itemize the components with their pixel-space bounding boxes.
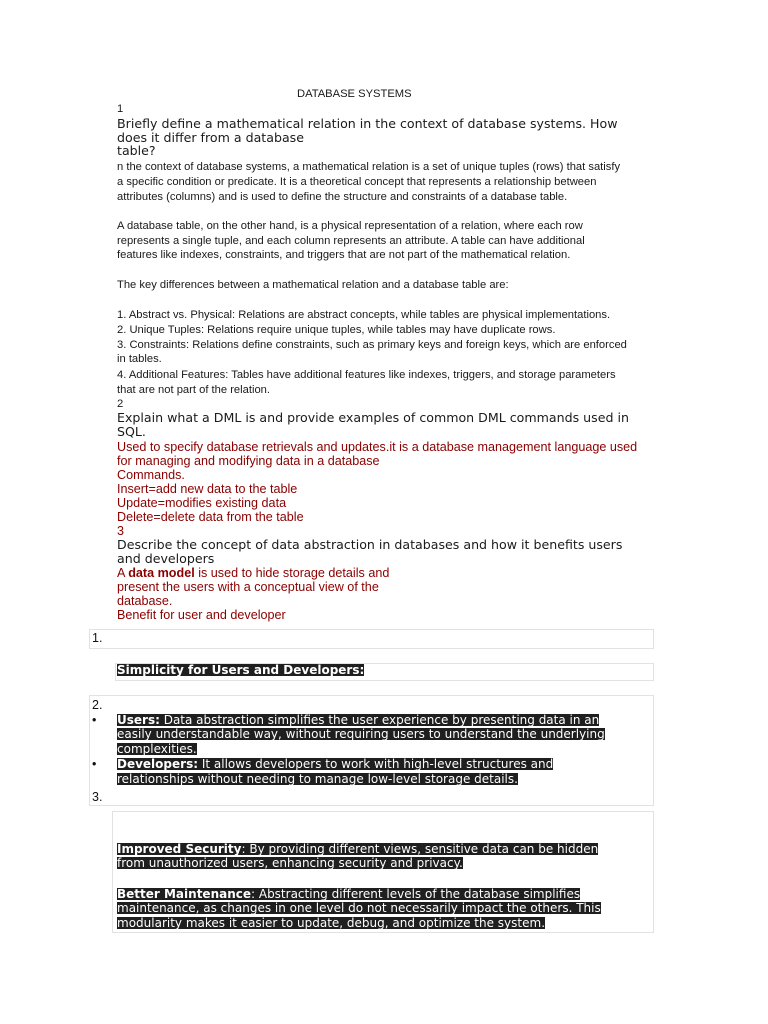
answer-text: Insert=add new data to the table <box>117 482 298 496</box>
question-text: Describe the concept of data abstraction in databases and how it benefits users <box>117 537 623 552</box>
paragraph-text: maintenance, as changes in one level do not necessarily impact the others. This <box>117 901 601 915</box>
answer-text: n the context of database systems, a mathematical relation is a set of unique tuples (rows) that satisfy <box>117 161 621 173</box>
security-text: : By providing different views, sensitive data can be hidden <box>241 842 599 856</box>
users-label: Users: <box>117 713 160 727</box>
bullet-text: easily understandable way, without requiring users to understand the underlying <box>117 727 605 741</box>
document-title: DATABASE SYSTEMS <box>297 88 412 100</box>
question-text: table? <box>117 143 156 158</box>
bullet-users <box>117 714 599 726</box>
question-text: and developers <box>117 551 215 566</box>
section-heading: Simplicity for Users and Developers: <box>117 663 365 677</box>
question-text: SQL. <box>117 424 146 439</box>
answer-bold: data model <box>128 566 195 580</box>
answer-rest: is used to hide storage details and <box>194 566 390 580</box>
list-number: 3. <box>92 790 103 804</box>
answer-text: features like indexes, constraints, and triggers that are not part of the mathematical relation. <box>117 249 571 261</box>
answer-text: Update=modifies existing data <box>117 496 287 510</box>
answer-text: Used to specify database retrievals and updates.it is a database management language used <box>117 440 638 454</box>
bullet-developers <box>117 758 553 770</box>
list-number: 1. <box>92 631 103 645</box>
answer-text: Commands. <box>117 468 185 482</box>
bullet-icon: • <box>92 713 97 727</box>
question-text: does it differ from a database <box>117 130 304 145</box>
answer-text: attributes (columns) and is used to define the structure and constraints of a database table. <box>117 191 568 203</box>
bullet-text: relationships without needing to manage low-level storage details. <box>117 772 518 786</box>
dev-text: It allows developers to work with high-level structures and <box>198 757 554 771</box>
list-box <box>89 629 654 649</box>
question-number: 3 <box>117 524 125 538</box>
answer-text: The key differences between a mathematical relation and a database table are: <box>117 279 509 291</box>
maintenance-text: : Abstracting different levels of the database simplifies <box>251 887 581 901</box>
question-text: Explain what a DML is and provide examples of common DML commands used in <box>117 410 629 425</box>
security-label: Improved Security <box>117 842 242 856</box>
answer-text: database. <box>117 594 173 608</box>
security-paragraph <box>117 843 598 855</box>
dev-label: Developers: <box>117 757 199 771</box>
list-item: 4. Additional Features: Tables have additional features like indexes, triggers, and storage parameters <box>117 369 616 381</box>
users-text: Data abstraction simplifies the user experience by presenting data in an <box>159 713 600 727</box>
answer-text: represents a single tuple, and each column represents an attribute. A table can have additional <box>117 235 585 247</box>
list-item: in tables. <box>117 353 162 365</box>
question-number: 1 <box>117 103 124 115</box>
answer-text: present the users with a conceptual view of the <box>117 580 379 594</box>
bullet-icon: • <box>92 757 97 771</box>
paragraph-text: modularity makes it easier to update, debug, and optimize the system. <box>117 916 546 930</box>
answer-text: Delete=delete data from the table <box>117 510 304 524</box>
list-number: 2. <box>92 698 103 712</box>
answer-text: Benefit for user and developer <box>117 608 286 622</box>
question-text: Briefly define a mathematical relation in the context of database systems. How <box>117 116 618 131</box>
maintenance-label: Better Maintenance <box>117 887 251 901</box>
answer-prefix: A <box>117 566 129 580</box>
list-item: 3. Constraints: Relations define constraints, such as primary keys and foreign keys, which are enforced <box>117 339 627 351</box>
list-item: 1. Abstract vs. Physical: Relations are abstract concepts, while tables are physical implementations. <box>117 309 611 321</box>
paragraph-text: from unauthorized users, enhancing security and privacy. <box>117 856 463 870</box>
answer-text <box>117 567 389 580</box>
bullet-text: complexities. <box>117 742 197 756</box>
answer-text: A database table, on the other hand, is a physical representation of a relation, where each row <box>117 220 583 232</box>
question-number: 2 <box>117 398 124 410</box>
answer-text: for managing and modifying data in a database <box>117 454 380 468</box>
maintenance-paragraph <box>117 888 580 900</box>
answer-text: a specific condition or predicate. It is a theoretical concept that represents a relationship between <box>117 176 597 188</box>
list-item: 2. Unique Tuples: Relations require unique tuples, while tables may have duplicate rows. <box>117 324 556 336</box>
list-item: that are not part of the relation. <box>117 384 270 396</box>
